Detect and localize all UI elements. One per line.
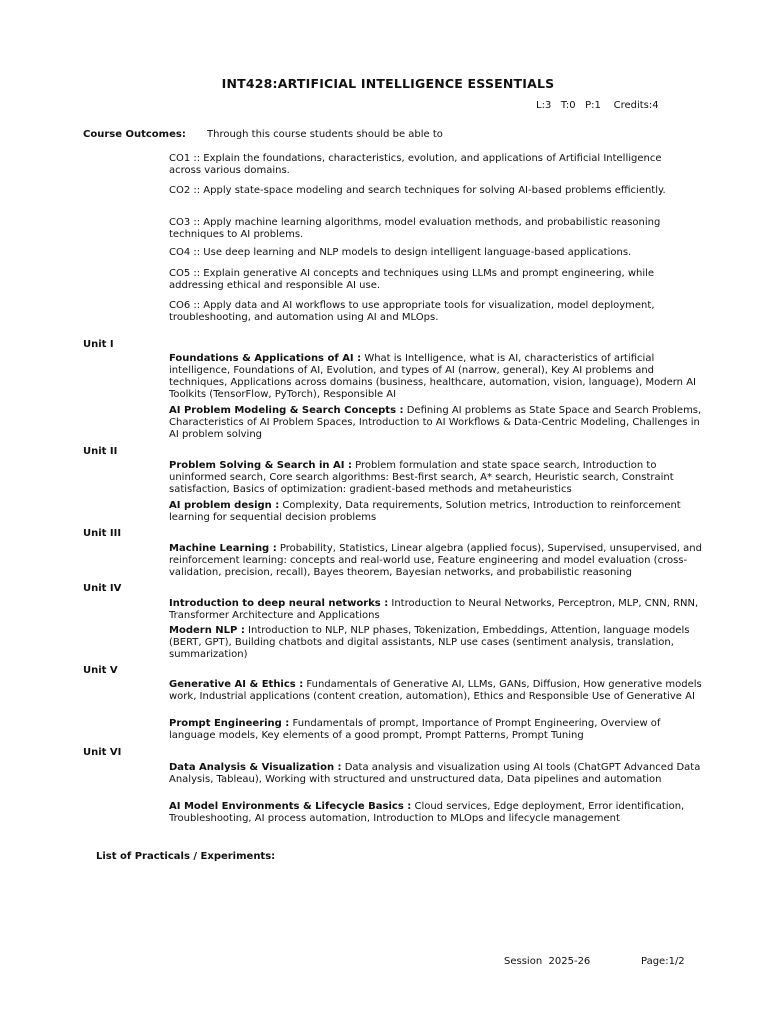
topic-heading: Foundations & Applications of AI : (169, 353, 362, 364)
topic-heading: AI Model Environments & Lifecycle Basics : (169, 801, 412, 812)
practicals-heading: List of Practicals / Experiments: (96, 851, 276, 862)
unit-topic (169, 801, 709, 825)
course-outcomes-label: Course Outcomes: (83, 129, 186, 140)
topic-text: Probability, Statistics, Linear algebra (applied focus), Supervised, unsupervised, and reinforcement learning: concepts and real-world use, Feature engineering and model evaluation (cross-validation, precision, recall), Bayes theorem, Bayesian networks, and probabilistic reasoning (169, 543, 702, 578)
unit-label: Unit V (83, 665, 118, 676)
topic-heading: AI Problem Modeling & Search Concepts : (169, 405, 404, 416)
unit-topic (169, 598, 709, 622)
unit-topic (169, 625, 709, 661)
topic-heading: Prompt Engineering : (169, 718, 290, 729)
topic-text: Defining AI problems as State Space and Search Problems, Characteristics of AI Problem Spaces, Introduction to AI Workflows & Data-Centric Modeling, Challenges in AI problem solving (169, 405, 702, 440)
topic-text: Introduction to NLP, NLP phases, Tokenization, Embeddings, Attention, language models (BERT, GPT), Building chatbots and digital assistants, NLP use cases (sentiment analysis, translation, summarization) (169, 625, 690, 660)
topic-text: Cloud services, Edge deployment, Error identification, Troubleshooting, AI process automation, Introduction to MLOps and lifecycle management (169, 801, 685, 824)
unit-label: Unit I (83, 339, 114, 350)
unit-topic (169, 500, 709, 524)
course-title: INT428:ARTIFICIAL INTELLIGENCE ESSENTIALS (221, 76, 555, 91)
course-outcome-co4: CO4 :: Use deep learning and NLP models to design intelligent language-based applications. (169, 247, 632, 258)
unit-label: Unit IV (83, 583, 122, 594)
topic-heading: Introduction to deep neural networks : (169, 598, 389, 609)
page-number: Page:1/2 (641, 956, 685, 967)
topic-heading: Machine Learning : (169, 543, 277, 554)
unit-label: Unit VI (83, 747, 122, 758)
unit-topic (169, 718, 709, 742)
course-outcome-co6: CO6 :: Apply data and AI workflows to use appropriate tools for visualization, model deployment, troubleshooting, and automation using AI and MLOps. (169, 300, 655, 323)
course-outcomes-intro: Through this course students should be able to (207, 129, 443, 140)
unit-label: Unit III (83, 528, 122, 539)
topic-text: Problem formulation and state space search, Introduction to uninformed search, Core search algorithms: Best-first search, A* search, Heuristic search, Constraint satisfaction, Basics of optimization: gradient-based methods and metaheuristics (169, 460, 674, 495)
topic-heading: Data Analysis & Visualization : (169, 762, 342, 773)
unit-topic (169, 762, 709, 786)
topic-heading: AI problem design : (169, 500, 280, 511)
unit-topic (169, 353, 709, 401)
topic-text: Introduction to Neural Networks, Perceptron, MLP, CNN, RNN, Transformer Architecture and Applications (169, 598, 699, 621)
course-outcome-co5: CO5 :: Explain generative AI concepts and techniques using LLMs and prompt engineering, while addressing ethical and responsible AI use. (169, 268, 655, 291)
unit-topic (169, 460, 709, 496)
course-outcome-co3: CO3 :: Apply machine learning algorithms, model evaluation methods, and probabilistic reasoning techniques to AI problems. (169, 217, 661, 240)
topic-heading: Problem Solving & Search in AI : (169, 460, 352, 471)
session-footer: Session 2025-26 (504, 956, 591, 967)
topic-heading: Generative AI & Ethics : (169, 679, 304, 690)
topic-text: Data analysis and visualization using AI tools (ChatGPT Advanced Data Analysis, Tableau), Working with structured and unstructured data, Data pipelines and automation (169, 762, 701, 785)
topic-text: Fundamentals of Generative AI, LLMs, GANs, Diffusion, How generative models work, Industrial applications (content creation, automation), Ethics and Responsible Use of Generative AI (169, 679, 702, 702)
credits-info: L:3 T:0 P:1 Credits:4 (536, 100, 659, 111)
topic-heading: Modern NLP : (169, 625, 245, 636)
course-outcome-co2: CO2 :: Apply state-space modeling and search techniques for solving AI-based problems efficiently. (169, 185, 666, 196)
course-outcome-co1: CO1 :: Explain the foundations, characteristics, evolution, and applications of Artificial Intelligence across various domains. (169, 153, 662, 176)
topic-text: Complexity, Data requirements, Solution metrics, Introduction to reinforcement learning for sequential decision problems (169, 500, 681, 523)
topic-text: Fundamentals of prompt, Importance of Prompt Engineering, Overview of language models, Key elements of a good prompt, Prompt Patterns, Prompt Tuning (169, 718, 661, 741)
topic-text: What is Intelligence, what is AI, characteristics of artificial intelligence, Foundations of AI, Evolution, and types of AI (narrow, general), Key AI problems and techniques, Applications across domains (business, healthcare, automation, vision, language), Modern AI Toolkits (TensorFlow, PyTorch), Responsible AI (169, 353, 696, 400)
unit-topic (169, 679, 709, 703)
unit-topic (169, 543, 709, 579)
unit-label: Unit II (83, 446, 118, 457)
unit-topic (169, 405, 709, 441)
